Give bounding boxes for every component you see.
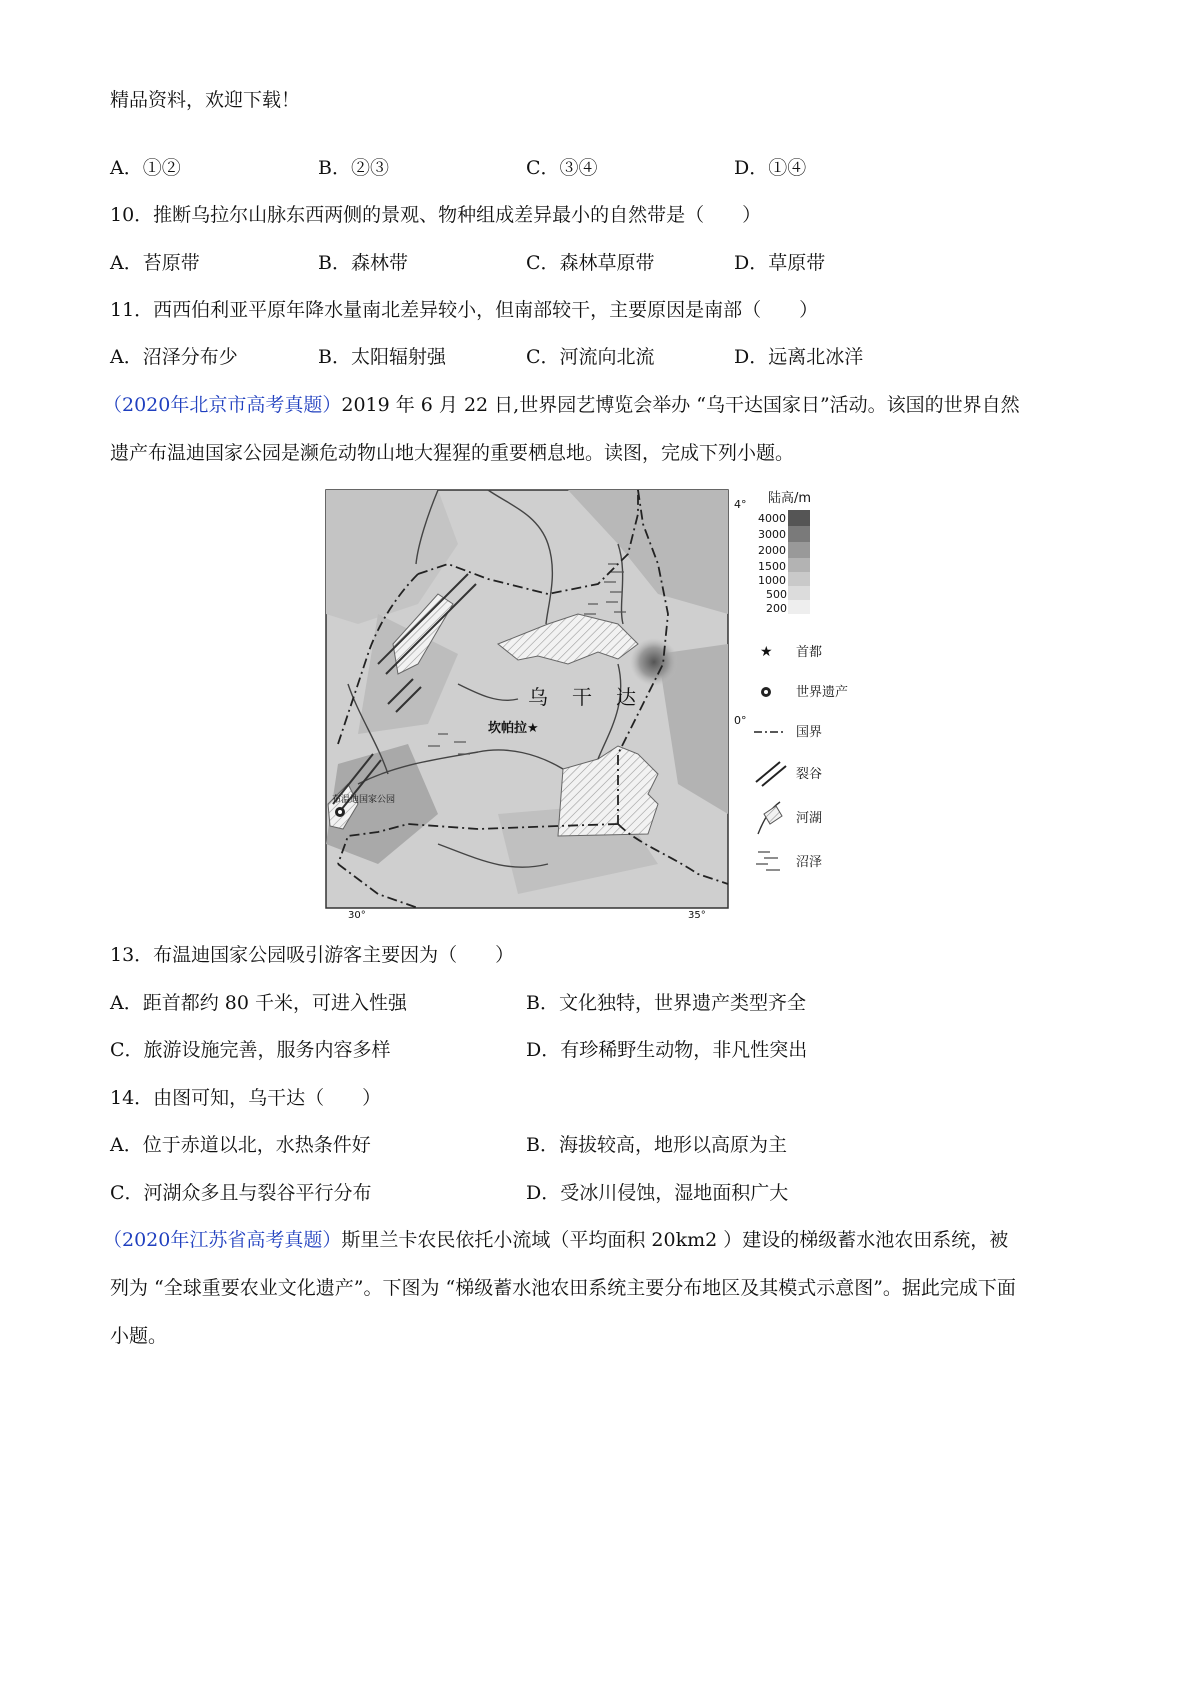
elev-4000: 4000 [758,512,786,525]
q14-option-b[interactable]: B．海拔较高，地形以高原为主 [526,1134,787,1156]
q10-option-b[interactable]: B．森林带 [318,252,408,274]
q10-option-d[interactable]: D．草原带 [734,252,826,274]
q11-stem: 11．西西伯利亚平原年降水量南北差异较小，但南部较干，主要原因是南部（ ） [110,299,819,321]
q14-option-d[interactable]: D．受冰川侵蚀，湿地面积广大 [526,1182,789,1204]
elev-500: 500 [766,588,787,601]
legend-heritage-icon [761,687,771,697]
legend-heritage-label: 世界遗产 [796,685,849,700]
q14-option-c[interactable]: C．河湖众多且与裂谷平行分布 [110,1182,372,1204]
passage1-line2: 遗产布温迪国家公园是濒危动物山地大猩猩的重要栖息地。读图，完成下列小题。 [110,442,795,464]
legend-river-lake-label: 河湖 [796,811,823,826]
lat-label-0: 0° [734,714,747,727]
legend-title: 陆高/m [768,491,812,506]
country-label: 乌 干 达 [528,687,638,709]
lon-label-35: 35° [688,910,706,921]
park-label: 布温迪国家公园 [332,795,396,805]
elev-200: 200 [766,602,787,615]
q9-option-b[interactable]: B．②③ [318,157,389,179]
legend-river-lake-icon [758,802,782,834]
q11-option-c[interactable]: C．河流向北流 [526,346,655,368]
q13-stem: 13．布温迪国家公园吸引游客主要因为（ ） [110,944,515,966]
legend-capital-icon: ★ [760,644,773,660]
map-legend [754,490,848,870]
q9-option-d[interactable]: D．①④ [734,157,807,179]
q9-option-c[interactable]: C．③④ [526,157,598,179]
passage1-line1 [103,393,1020,417]
q11-option-d[interactable]: D．远离北冰洋 [734,346,864,368]
legend-marsh-label: 沼泽 [796,855,823,870]
legend-rift-label: 裂谷 [796,767,823,782]
capital-label: 坎帕拉★ [488,721,539,736]
map-frame [326,490,728,908]
q10-option-c[interactable]: C．森林草原带 [526,252,655,274]
q9-option-a[interactable]: A．①② [110,157,181,179]
passage2-line1 [103,1228,1008,1252]
q14-option-a[interactable]: A．位于赤道以北，水热条件好 [110,1134,371,1156]
passage1-source: （2020年北京市高考真题） [103,394,342,416]
q10-option-a[interactable]: A．苔原带 [110,252,200,274]
q11-option-b[interactable]: B．太阳辐射强 [318,346,446,368]
q13-option-c[interactable]: C．旅游设施完善，服务内容多样 [110,1039,391,1061]
elev-2000: 2000 [758,544,786,557]
lat-label-4: 4° [734,498,747,511]
q13-option-b[interactable]: B．文化独特，世界遗产类型齐全 [526,992,806,1014]
passage2-line3: 小题。 [110,1325,168,1347]
legend-capital-label: 首都 [796,645,823,660]
elev-1500: 1500 [758,560,786,573]
q13-option-d[interactable]: D．有珍稀野生动物，非凡性突出 [526,1039,808,1061]
legend-border-label: 国界 [796,725,823,740]
q10-stem: 10．推断乌拉尔山脉东西两侧的景观、物种组成差异最小的自然带是（ ） [110,204,762,226]
passage1-text1: 2019 年 6 月 22 日,世界园艺博览会举办 “乌干达国家日”活动。该国的世界自然 [341,394,1020,416]
legend-rift-icon [756,762,786,786]
q11-option-a[interactable]: A．沼泽分布少 [110,346,238,368]
heritage-site-icon [335,807,345,817]
q14-stem: 14．由图可知，乌干达（ ） [110,1087,382,1109]
passage2-line2: 列为 “全球重要农业文化遗产”。下图为 “梯级蓄水池农田系统主要分布地区及其模式示意图”。据此完成下面 [110,1277,1016,1299]
passage2-text1: 斯里兰卡农民依托小流域（平均面积 20km2 ）建设的梯级蓄水池农田系统，被 [341,1229,1009,1251]
elev-1000: 1000 [758,574,786,587]
q13-option-a[interactable]: A．距首都约 80 千米，可进入性强 [110,992,407,1014]
uganda-map [318,484,878,924]
lon-label-30: 30° [348,910,366,921]
passage2-source: （2020年江苏省高考真题） [103,1229,342,1251]
legend-marsh-icon [756,852,780,870]
page-header: 精品资料，欢迎下载！ [110,89,301,111]
elev-3000: 3000 [758,528,786,541]
